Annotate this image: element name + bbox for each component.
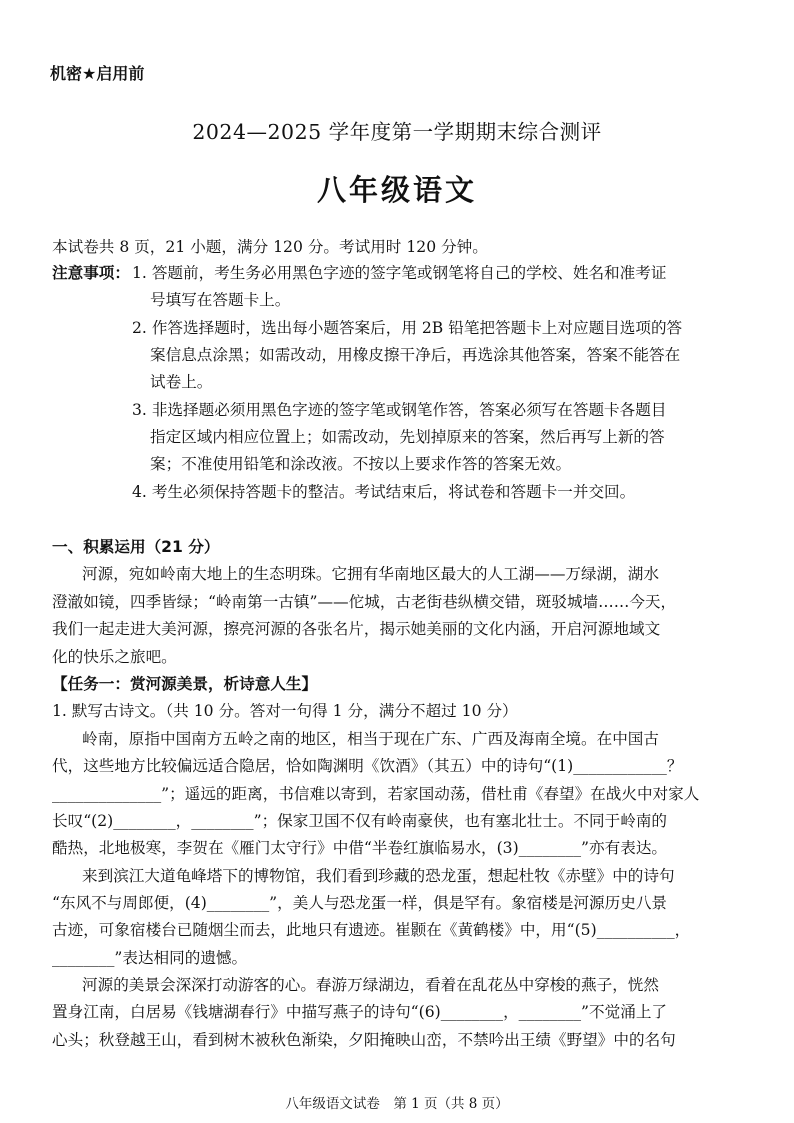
intro-paragraph-line: 化的快乐之旅吧。 [52,648,177,666]
subject-title: 八年级语文 [316,173,477,207]
notice-item: 案；不准使用铅笔和涂改液。不按以上要求作答的答案无效。 [150,455,572,473]
intro-paragraph-line: 澄澈如镜，四季皆绿；“岭南第一古镇”——佗城，古老街巷纵横交错，斑驳城墙……今天， [52,593,677,611]
task-heading: 【任务一：赏河源美景，析诗意人生】 [52,675,318,693]
question-line: 岭南，原指中国南方五岭之南的地区，相当于现在广东、广西及海南全境。在中国古 [82,730,659,748]
notice-item: 4. 考生必须保持答题卡的整洁。考试结束后，将试卷和答题卡一并交回。 [132,483,636,501]
question-line: 长叹“(2)________，________”；保家卫国不仅有岭南豪侠，也有塞北壮士。不同于岭南的 [52,812,668,830]
page-footer: 八年级语文试卷 第 1 页（共 8 页） [285,1096,509,1112]
exam-info: 本试卷共 8 页，21 小题，满分 120 分。考试用时 120 分钟。 [52,238,488,256]
notice-label: 注意事项： [52,264,130,282]
question-line: ______________”；遥远的距离，书信难以寄到，若家国动荡，借杜甫《春望》在战火中对家人 [52,785,700,803]
question-line: 心头；秋登越王山，看到树木被秋色渐染，夕阳掩映山峦，不禁吟出王绩《野望》中的名句 [52,1031,676,1049]
question-line: 酷热，北地极寒，李贺在《雁门太守行》中借“半卷红旗临易水，(3)________”亦有表达。 [52,839,668,857]
notice-item: 试卷上。 [150,373,213,391]
question-line: 代，这些地方比较偏远适合隐居，恰如陶渊明《饮酒》（其五）中的诗句“(1)____________？ [52,757,683,775]
question-line: 置身江南，白居易《钱塘湖春行》中描写燕子的诗句“(6)________，________”不觉涌上了 [52,1003,668,1021]
question-line: ________”表达相同的遗憾。 [52,949,248,967]
question-line: 河源的美景会深深打动游客的心。春游万绿湖边，看着在乱花丛中穿梭的燕子，恍然 [82,976,659,994]
question-title: 1. 默写古诗文。（共 10 分。答对一句得 1 分，满分不超过 10 分） [52,702,518,720]
question-line: “东风不与周郎便，(4)________”，美人与恐龙蛋一样，俱是罕有。象宿楼是河源历史八景 [52,894,668,912]
notice-item: 指定区域内相应位置上；如需改动，先划掉原来的答案，然后再写上新的答 [150,428,665,446]
notice-item: 案信息点涂黑；如需改动，用橡皮擦干净后，再选涂其他答案，答案不能答在 [150,346,681,364]
confidential-mark: 机密★启用前 [50,64,145,83]
question-line: 来到滨江大道龟峰塔下的博物馆，我们看到珍藏的恐龙蛋，想起杜牧《赤壁》中的诗句 [82,867,675,885]
intro-paragraph-line: 河源，宛如岭南大地上的生态明珠。它拥有华南地区最大的人工湖——万绿湖，湖水 [82,565,659,583]
notice-item: 1. 答题前，考生务必用黑色字迹的签字笔或钢笔将自己的学校、姓名和准考证 [132,264,667,282]
notice-item: 3. 非选择题必须用黑色字迹的签字笔或钢笔作答，答案必须写在答题卡各题目 [132,401,667,419]
question-line: 古迹，可象宿楼台已随烟尘而去，此地只有遗迹。崔颢在《黄鹤楼》中，用“(5)__________， [52,921,691,939]
notice-item: 2. 作答选择题时，选出每小题答案后，用 2B 铅笔把答题卡上对应题目选项的答 [132,319,683,337]
section-heading: 一、积累运用（21 分） [52,538,220,556]
exam-title: 2024—2025 学年度第一学期期末综合测评 [192,120,602,144]
intro-paragraph-line: 我们一起走进大美河源，擦亮河源的各张名片，揭示她美丽的文化内涵，开启河源地域文 [52,620,661,638]
notice-item: 号填写在答题卡上。 [150,291,291,309]
